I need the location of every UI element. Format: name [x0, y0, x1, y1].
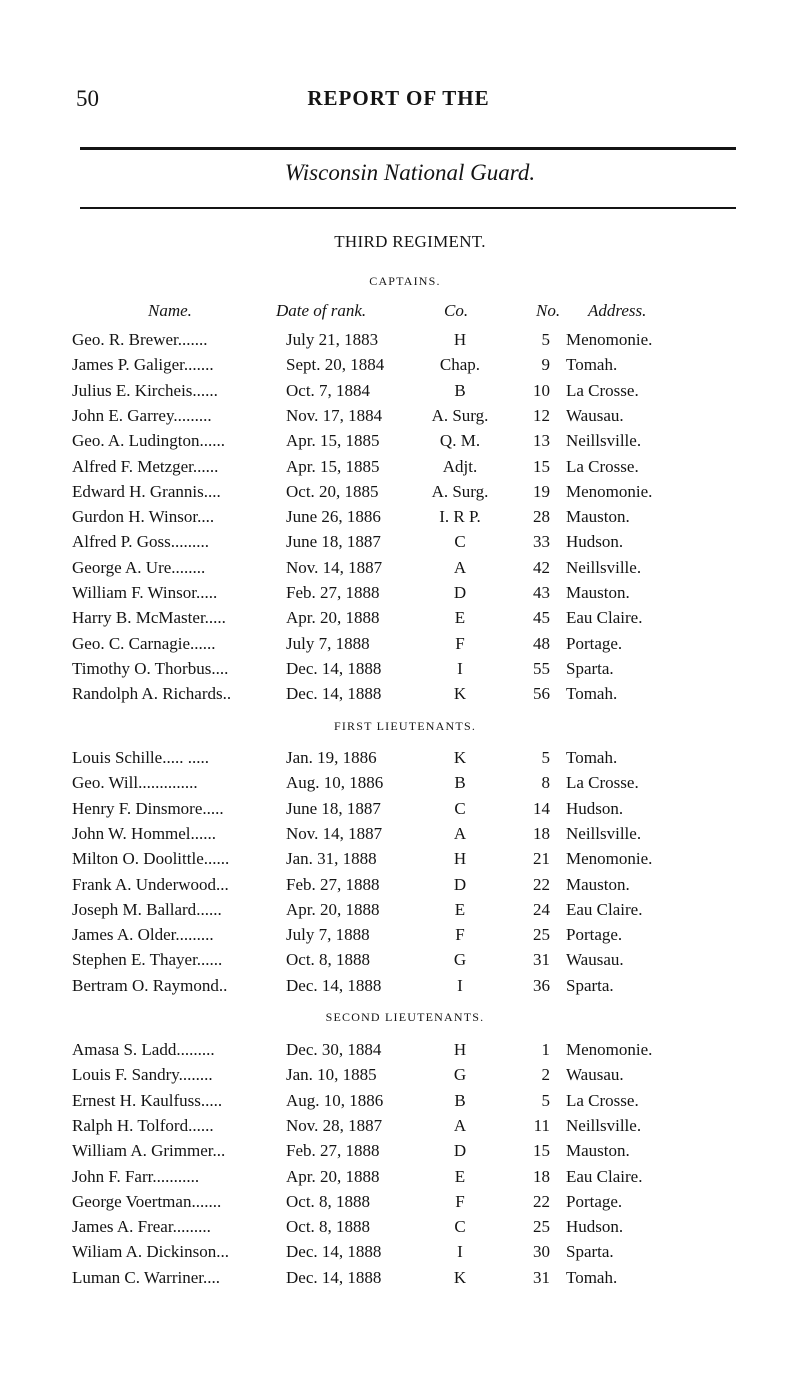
roster-row	[0, 507, 797, 533]
officer-name-text: Henry F. Dinsmore	[72, 798, 203, 818]
roster-row	[0, 1141, 797, 1167]
address: Menomonie.	[566, 330, 653, 349]
officer-name-text: Luman C. Warriner	[72, 1267, 203, 1287]
dot-leader: ..............	[138, 773, 198, 793]
date-of-rank: Feb. 27, 1888	[286, 1141, 380, 1161]
date-of-rank: Jan. 19, 1886	[286, 748, 377, 767]
column-header-date: Date of rank.	[276, 301, 367, 320]
number: 55	[533, 658, 550, 678]
officer-name-text: James A. Frear	[72, 1217, 173, 1237]
address: La Crosse.	[566, 1090, 639, 1110]
officer-name	[72, 457, 284, 477]
roster-row	[0, 925, 797, 951]
date-of-rank: Oct. 20, 1885	[286, 481, 379, 501]
address: Mauston.	[566, 507, 630, 527]
company: I	[457, 658, 463, 678]
address: Neillsville.	[566, 557, 642, 577]
address: La Crosse.	[566, 456, 639, 476]
company: H	[453, 1040, 467, 1059]
officer-name-text: William F. Winsor	[72, 583, 196, 602]
dot-leader: .........	[172, 1217, 211, 1237]
company: F	[455, 1191, 465, 1211]
date-of-rank: July 7, 1888	[286, 925, 370, 945]
company: B	[454, 1090, 466, 1110]
company: A. Surg.	[431, 481, 489, 501]
number: 25	[533, 1217, 550, 1237]
roster-row	[0, 1217, 797, 1243]
company: F	[455, 633, 465, 653]
company: Adjt.	[442, 456, 478, 476]
officer-name-text: William A. Grimmer	[72, 1141, 213, 1161]
number: 5	[541, 1090, 550, 1110]
roster-row	[0, 634, 797, 660]
roster-row	[0, 583, 797, 609]
officer-name	[72, 1116, 284, 1136]
address: Tomah.	[566, 684, 618, 704]
officer-name	[72, 330, 284, 350]
dot-leader: .....	[200, 1090, 223, 1110]
page-subtitle: Wisconsin National Guard.	[284, 160, 536, 185]
officer-name-text: George Voertman	[72, 1191, 192, 1211]
date-of-rank: Sept. 20, 1884	[286, 355, 385, 375]
company: Chap.	[439, 355, 481, 375]
officer-name-text: Edward H. Grannis	[72, 481, 204, 501]
date-of-rank: Jan. 31, 1888	[286, 849, 377, 869]
company: F	[455, 925, 465, 945]
date-of-rank: Dec. 14, 1888	[286, 684, 382, 704]
number: 56	[533, 684, 550, 704]
address: Portage.	[566, 633, 623, 653]
officer-name	[72, 950, 284, 970]
roster-row	[0, 1167, 797, 1193]
address: La Crosse.	[566, 773, 639, 793]
officer-name	[72, 976, 284, 996]
officer-name	[72, 1242, 284, 1262]
number: 36	[533, 975, 550, 995]
date-of-rank: Nov. 14, 1887	[286, 823, 383, 843]
date-of-rank: Apr. 15, 1885	[286, 431, 380, 451]
dot-leader: .........	[176, 1040, 215, 1059]
roster-row	[0, 381, 797, 407]
company: A	[453, 1115, 467, 1135]
officer-name-text: Geo. C. Carnagie	[72, 633, 191, 653]
address: Portage.	[566, 1191, 623, 1211]
company: D	[453, 874, 467, 894]
date-of-rank: Nov. 28, 1887	[286, 1115, 383, 1135]
number: 13	[533, 431, 550, 451]
officer-name-text: John E. Garrey	[72, 405, 174, 425]
officer-name	[72, 608, 284, 628]
number: 18	[533, 1166, 550, 1186]
officer-name-text: Ralph H. Tolford	[72, 1115, 189, 1135]
roster-row	[0, 748, 797, 774]
number: 45	[533, 608, 550, 628]
officer-name	[72, 824, 284, 844]
roster-row	[0, 558, 797, 584]
date-of-rank: Nov. 14, 1887	[286, 557, 383, 577]
address: Hudson.	[566, 532, 624, 552]
roster-row	[0, 849, 797, 875]
officer-name-text: John F. Farr	[72, 1166, 153, 1186]
roster-row	[0, 1091, 797, 1117]
date-of-rank: Dec. 30, 1884	[286, 1040, 382, 1059]
company: C	[454, 532, 466, 552]
date-of-rank: Oct. 7, 1884	[286, 380, 371, 400]
section-heading-second-lieutenants: SECOND LIEUTENANTS.	[325, 1010, 485, 1024]
dot-leader: .......	[177, 330, 208, 349]
top-rule	[80, 147, 736, 150]
officer-name	[72, 875, 284, 895]
section-heading-captains: CAPTAINS.	[369, 274, 441, 288]
number: 30	[533, 1242, 550, 1262]
date-of-rank: Dec. 14, 1888	[286, 658, 382, 678]
number: 31	[533, 1267, 550, 1287]
dot-leader: ......	[199, 431, 225, 451]
officer-name-text: Frank A. Underwood	[72, 874, 217, 894]
address: Eau Claire.	[566, 1166, 643, 1186]
address: Tomah.	[566, 748, 618, 767]
officer-name	[72, 1040, 284, 1060]
officer-name-text: Geo. R. Brewer	[72, 330, 178, 349]
address: Eau Claire.	[566, 899, 643, 919]
officer-name-text: Alfred P. Goss	[72, 532, 171, 552]
number: 11	[533, 1115, 550, 1135]
officer-name-text: Wiliam A. Dickinson	[72, 1242, 217, 1262]
company: A	[453, 823, 467, 843]
number: 9	[541, 355, 550, 375]
company: G	[453, 1065, 467, 1085]
dot-leader: .........	[170, 532, 209, 552]
officer-name	[72, 406, 284, 426]
date-of-rank: Feb. 27, 1888	[286, 583, 380, 602]
roster-row	[0, 457, 797, 483]
roster-row	[0, 799, 797, 825]
date-of-rank: July 21, 1883	[286, 330, 379, 349]
dot-leader: ......	[190, 633, 216, 653]
dot-leader: ....	[211, 658, 229, 678]
officer-name	[72, 900, 284, 920]
date-of-rank: Oct. 8, 1888	[286, 1191, 371, 1211]
officer-name	[72, 355, 284, 375]
date-of-rank: June 18, 1887	[286, 798, 381, 818]
dot-leader: ......	[192, 380, 218, 400]
page-number: 50	[76, 86, 99, 111]
dot-leader: .....	[196, 583, 218, 602]
company: B	[454, 773, 466, 793]
address: Mauston.	[566, 874, 630, 894]
roster-row	[0, 659, 797, 685]
company: I. R P.	[439, 507, 481, 527]
number: 21	[533, 849, 550, 869]
officer-name-text: George A. Ure	[72, 557, 172, 577]
roster-row	[0, 900, 797, 926]
company: K	[453, 684, 467, 704]
date-of-rank: Aug. 10, 1886	[286, 1090, 384, 1110]
roster-row	[0, 532, 797, 558]
dot-leader: ......	[188, 1115, 214, 1135]
column-header-no: No.	[536, 301, 561, 320]
officer-name	[72, 799, 284, 819]
date-of-rank: Dec. 14, 1888	[286, 975, 382, 995]
dot-leader: ........	[178, 1065, 213, 1085]
number: 42	[533, 557, 550, 577]
officer-name-text: Randolph A. Richards	[72, 684, 223, 704]
officer-name	[72, 634, 284, 654]
officer-name	[72, 1141, 284, 1161]
address: Sparta.	[566, 1242, 614, 1262]
number: 12	[533, 405, 550, 425]
officer-name-text: Joseph M. Ballard	[72, 899, 197, 919]
address: Sparta.	[566, 975, 614, 995]
number: 5	[541, 748, 550, 767]
company: C	[454, 798, 466, 818]
officer-name	[72, 1192, 284, 1212]
number: 31	[533, 950, 550, 970]
number: 28	[533, 507, 550, 527]
address: Mauston.	[566, 583, 630, 602]
company: I	[457, 1242, 463, 1262]
address: Hudson.	[566, 798, 624, 818]
address: Menomonie.	[566, 849, 653, 869]
officer-name	[72, 925, 284, 945]
number: 22	[533, 874, 550, 894]
officer-name	[72, 659, 284, 679]
company: I	[457, 975, 463, 995]
officer-name	[72, 507, 284, 527]
dot-leader: .......	[191, 1191, 222, 1211]
address: Wausau.	[566, 1065, 624, 1085]
roster-row	[0, 875, 797, 901]
address: Portage.	[566, 925, 623, 945]
roster-row	[0, 1268, 797, 1294]
officer-name	[72, 1091, 284, 1111]
officer-name	[72, 1268, 284, 1288]
address: La Crosse.	[566, 380, 639, 400]
bottom-rule	[80, 207, 736, 209]
officer-name-text: John W. Hommel	[72, 823, 191, 843]
date-of-rank: Apr. 20, 1888	[286, 608, 380, 628]
number: 24	[533, 899, 550, 919]
officer-name	[72, 381, 284, 401]
officer-name	[72, 684, 284, 704]
column-header-co: Co.	[444, 301, 469, 320]
officer-name-text: Geo. A. Ludington	[72, 431, 200, 451]
number: 1	[541, 1040, 550, 1059]
officer-name-text: Julius E. Kircheis	[72, 380, 193, 400]
date-of-rank: Dec. 14, 1888	[286, 1242, 382, 1262]
address: Neillsville.	[566, 431, 642, 451]
date-of-rank: June 26, 1886	[286, 507, 381, 527]
officer-name-text: Ernest H. Kaulfuss	[72, 1090, 201, 1110]
section-heading-first-lieutenants: FIRST LIEUTENANTS.	[333, 719, 477, 733]
number: 5	[541, 330, 550, 349]
number: 22	[533, 1191, 550, 1211]
company: H	[453, 849, 467, 869]
officer-name-text: Timothy O. Thorbus	[72, 658, 212, 678]
roster-row	[0, 608, 797, 634]
officer-name-text: James P. Galiger	[72, 355, 184, 375]
roster-row	[0, 773, 797, 799]
dot-leader: ...	[212, 1141, 226, 1161]
officer-name	[72, 748, 284, 768]
roster-row	[0, 1040, 797, 1066]
address: Neillsville.	[566, 823, 642, 843]
roster-row	[0, 824, 797, 850]
roster-row	[0, 330, 797, 356]
company: H	[453, 330, 467, 349]
number: 25	[533, 925, 550, 945]
date-of-rank: Oct. 8, 1888	[286, 950, 371, 970]
address: Mauston.	[566, 1141, 630, 1161]
number: 15	[533, 456, 550, 476]
company: Q. M.	[439, 431, 481, 451]
date-of-rank: Feb. 27, 1888	[286, 874, 380, 894]
dot-leader: ...	[216, 1242, 230, 1262]
officer-name-text: Alfred F. Metzger	[72, 456, 193, 476]
address: Tomah.	[566, 355, 618, 375]
company: D	[453, 583, 467, 602]
column-header-name: Name.	[148, 301, 192, 320]
company: A	[453, 557, 467, 577]
date-of-rank: Aug. 10, 1886	[286, 773, 384, 793]
roster-row	[0, 406, 797, 432]
company: C	[454, 1217, 466, 1237]
date-of-rank: Oct. 8, 1888	[286, 1217, 371, 1237]
address: Eau Claire.	[566, 608, 643, 628]
company: E	[454, 899, 466, 919]
company: D	[453, 1141, 467, 1161]
company: B	[454, 380, 466, 400]
date-of-rank: Jan. 10, 1885	[286, 1065, 377, 1085]
dot-leader: ......	[196, 950, 223, 970]
date-of-rank: Apr. 20, 1888	[286, 1166, 380, 1186]
address: Tomah.	[566, 1267, 618, 1287]
column-header-address: Address.	[588, 301, 647, 320]
number: 43	[533, 583, 550, 602]
regiment-title: THIRD REGIMENT.	[334, 232, 486, 251]
running-head: REPORT OF THE	[307, 86, 490, 110]
number: 14	[533, 798, 550, 818]
dot-leader: ......	[203, 849, 230, 869]
dot-leader: ......	[190, 823, 217, 843]
officer-name	[72, 1065, 284, 1085]
officer-name	[72, 1167, 284, 1187]
roster-row	[0, 355, 797, 381]
roster-row	[0, 482, 797, 508]
officer-name-text: Louis F. Sandry	[72, 1065, 179, 1085]
dot-leader: .........	[173, 405, 212, 425]
date-of-rank: Dec. 14, 1888	[286, 1267, 382, 1287]
date-of-rank: June 18, 1887	[286, 532, 381, 552]
dot-leader: ......	[192, 456, 219, 476]
address: Menomonie.	[566, 1040, 653, 1059]
company: E	[454, 1166, 466, 1186]
number: 33	[533, 532, 550, 552]
dot-leader: .....	[202, 798, 224, 818]
number: 18	[533, 823, 550, 843]
officer-name-text: Gurdon H. Winsor	[72, 507, 198, 527]
officer-name-text: Stephen E. Thayer	[72, 950, 197, 970]
officer-name-text: Bertram O. Raymond	[72, 975, 219, 995]
company: G	[453, 950, 467, 970]
dot-leader: ...	[216, 874, 229, 894]
officer-name	[72, 849, 284, 869]
company: E	[454, 608, 466, 628]
dot-leader: .....	[204, 608, 226, 628]
dot-leader: ......	[196, 899, 222, 919]
officer-name	[72, 431, 284, 451]
roster-row	[0, 1242, 797, 1268]
number: 8	[541, 773, 550, 793]
roster-row	[0, 976, 797, 1002]
date-of-rank: July 7, 1888	[286, 633, 370, 653]
dot-leader: ....	[197, 507, 215, 527]
address: Hudson.	[566, 1217, 624, 1237]
number: 10	[533, 380, 550, 400]
officer-name	[72, 558, 284, 578]
dot-leader: ..	[222, 684, 232, 704]
officer-name-text: Milton O. Doolittle	[72, 849, 204, 869]
officer-name	[72, 1217, 284, 1237]
dot-leader: ..... .....	[162, 748, 209, 767]
roster-row	[0, 1192, 797, 1218]
address: Neillsville.	[566, 1115, 642, 1135]
address: Wausau.	[566, 950, 624, 970]
number: 15	[533, 1141, 550, 1161]
address: Menomonie.	[566, 481, 653, 501]
company: K	[453, 748, 467, 767]
officer-name-text: James A. Older	[72, 925, 176, 945]
date-of-rank: Apr. 20, 1888	[286, 899, 380, 919]
company: A. Surg.	[431, 405, 489, 425]
date-of-rank: Nov. 17, 1884	[286, 405, 383, 425]
date-of-rank: Apr. 15, 1885	[286, 456, 380, 476]
officer-name-text: Louis Schille	[72, 748, 163, 767]
number: 48	[533, 633, 550, 653]
address: Wausau.	[566, 405, 624, 425]
dot-leader: ........	[171, 557, 206, 577]
dot-leader: .......	[183, 355, 214, 375]
dot-leader: ....	[202, 1267, 220, 1287]
roster-row	[0, 950, 797, 976]
dot-leader: ...........	[152, 1166, 200, 1186]
officer-name	[72, 773, 284, 793]
dot-leader: ..	[218, 975, 228, 995]
number: 2	[541, 1065, 550, 1085]
roster-row	[0, 1065, 797, 1091]
address: Sparta.	[566, 658, 614, 678]
dot-leader: ....	[203, 481, 221, 501]
officer-name	[72, 583, 284, 603]
roster-row	[0, 1116, 797, 1142]
number: 19	[533, 481, 550, 501]
officer-name-text: Geo. Will	[72, 773, 139, 793]
roster-row	[0, 431, 797, 457]
officer-name	[72, 482, 284, 502]
officer-name-text: Harry B. McMaster	[72, 608, 205, 628]
company: K	[453, 1267, 467, 1287]
dot-leader: .........	[175, 925, 214, 945]
officer-name	[72, 532, 284, 552]
officer-name-text: Amasa S. Ladd	[72, 1040, 177, 1059]
roster-row	[0, 684, 797, 710]
